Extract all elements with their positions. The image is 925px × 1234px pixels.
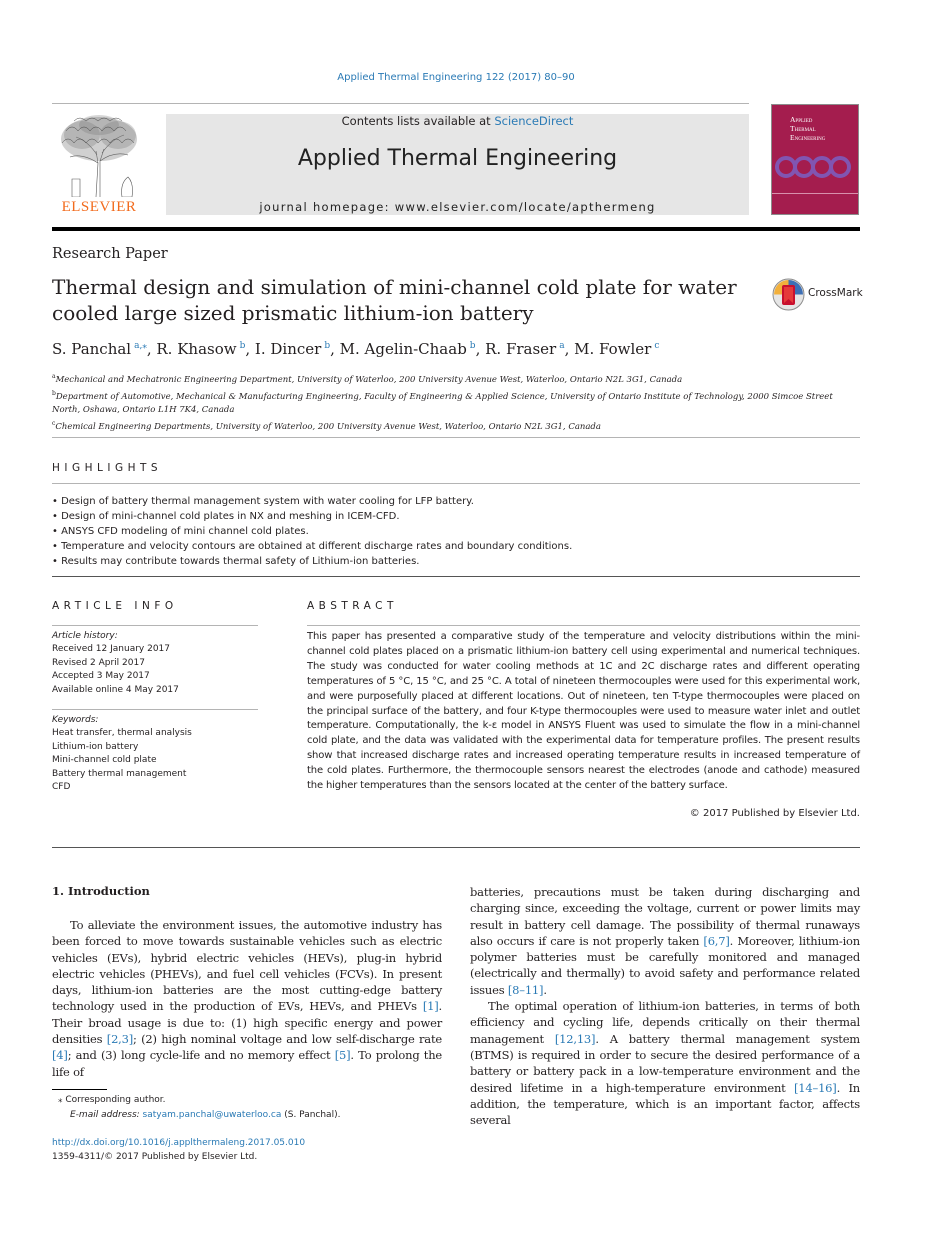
journal-homepage[interactable]: journal homepage: www.elsevier.com/locate/apthermeng: [259, 200, 656, 214]
cover-title: Applied Thermal Engineering: [790, 115, 826, 142]
author[interactable]: R. Fraser: [485, 340, 557, 358]
author[interactable]: M. Agelin-Chaab: [339, 340, 467, 358]
citation-link[interactable]: [4]: [52, 1048, 68, 1063]
crossmark-badge[interactable]: [772, 278, 862, 311]
journal-cover: [771, 104, 859, 215]
keyword: CFD: [52, 782, 71, 793]
paragraph: The optimal operation of lithium-ion batteries, in terms of both efficiency and cycling life, depends critically on their thermal management [12,13]. A battery thermal management system (BTMS) is required in order to secure the desired performance of a battery or battery pack in a low-temperature environment and the desired lifetime in a high-temperature environment [14–16]. In addition, the temperature, which is an important factor, affects several: [470, 999, 860, 1128]
author-affiliation-mark[interactable]: b: [324, 341, 331, 351]
author-list: S. Panchal $^{a,⁎}$, R. Khasow $^b$, I. Dincer $^b$, M. Agelin-Chaab $^b$, R. Fraser $^a$, M. Fowler $^c$: [52, 340, 660, 358]
highlight-item: • Design of battery thermal management system with water cooling for LFP battery.: [52, 494, 860, 509]
paragraph: batteries, precautions must be taken during discharging and charging since, exceeding the voltage, current or power limits may result in battery cell damage. The possibility of thermal runaways also occurs if care is not properly taken [6,7]. Moreover, lithium-ion polymer batteries must be carefully monitored and managed (electrically and thermally) to avoid safety and performance related issues [8–11].: [470, 885, 860, 997]
issn-line: 1359-4311/© 2017 Published by Elsevier Ltd.: [52, 1152, 258, 1162]
author-affiliation-mark[interactable]: c: [654, 341, 660, 351]
corresponding-author-note: ⁎ Corresponding author.: [58, 1095, 166, 1105]
article-title: Thermal design and simulation of mini-channel cold plate for water cooled large sized prismatic lithium-ion battery: [52, 275, 737, 325]
journal-reference[interactable]: Applied Thermal Engineering 122 (2017) 80–90: [337, 72, 575, 83]
highlight-item: • Temperature and velocity contours are obtained at different discharge rates and boundary conditions.: [52, 539, 860, 554]
highlight-item: • Design of mini-channel cold plates in NX and meshing in ICEM-CFD.: [52, 509, 860, 524]
highlights-list: [52, 494, 860, 569]
elsevier-logo: [52, 113, 146, 216]
affiliation: $^b$Department of Automotive, Mechanical & Manufacturing Engineering, Faculty of Engineering & Applied Science, University of Ontario Institute of Technology, 2000 Simcoe Street North, Oshawa, Ontario L1H 7K4, Canada: [52, 390, 833, 416]
citation-link[interactable]: [8–11]: [507, 982, 544, 997]
copyright: © 2017 Published by Elsevier Ltd.: [689, 808, 860, 819]
contents-line: [166, 114, 749, 128]
author[interactable]: I. Dincer: [254, 340, 322, 358]
body-column-left: [52, 917, 442, 1080]
author-affiliation-mark[interactable]: b: [239, 341, 246, 351]
section-heading: 1. Introduction: [52, 884, 150, 898]
cover-rings-icon: [772, 105, 859, 215]
paragraph: To alleviate the environment issues, the automotive industry has been forced to move towards sustainable vehicles such as electric vehicles (EVs), hybrid electric vehicles (HEVs), plug-in hybrid electric vehicles (PHEVs), and fuel cell vehicles (FCVs). In present days, lithium-ion batteries are the most cutting-edge battery technology used in the production of EVs, HEVs, and PHEVs [1]. Their broad usage is due to: (1) high specific energy and power densities [2,3]; (2) high nominal voltage and low self-discharge rate [4]; and (3) long cycle-life and no memory effect [5]. To prolong the life of: [52, 918, 443, 1079]
elsevier-tree-icon: [52, 113, 146, 197]
abstract-heading: ABSTRACT: [307, 600, 398, 612]
journal-banner: [166, 114, 749, 215]
author-affiliation-mark[interactable]: a,⁎: [134, 341, 147, 351]
divider: [52, 437, 860, 438]
affiliation: $^a$Mechanical and Mechatronic Engineering Department, University of Waterloo, 200 University Avenue West, Waterloo, Ontario N2L 3G1, Canada: [52, 373, 683, 385]
top-divider: [52, 103, 749, 104]
divider: [52, 576, 860, 577]
divider: [52, 625, 258, 626]
body-column-right: [470, 884, 860, 1128]
crossmark-icon: [772, 278, 805, 311]
divider: [52, 483, 860, 484]
article-info-heading: ARTICLE INFO: [52, 600, 178, 612]
history-label: Article history:: [52, 631, 118, 641]
abstract-text: This paper has presented a comparative study of the temperature and velocity distributions within the mini-channel cold plates placed on a prismatic lithium-ion battery cell using experimental and numerical techniques. The study was conducted for water cooling methods at 1C and 2C discharge rates and different operating temperatures of 5 °C, 15 °C, and 25 °C. A total of nineteen thermocouples were used for this experimental work, and were purposefully placed at different locations. Out of nineteen, ten T-type thermocouples were placed on the principal surface of the battery, and four K-type thermocouples were used to measure water inlet and outlet temperature. Computationally, the k-ε model in ANSYS Fluent was used to simulate the flow in a mini-channel cold plate, and the data was validated with the experimental data for temperature profiles. The present results show that increased discharge rates and increased operating temperature results in increased temperature of the cold plates. Furthermore, the thermocouple sensors nearest the electrodes (anode and cathode) measured the higher temperatures than the sensors located at the center of the battery surface.: [307, 631, 860, 792]
journal-title: Applied Thermal Engineering: [297, 146, 618, 171]
divider: [52, 709, 258, 710]
header-rule: [52, 227, 860, 231]
footer: [52, 1136, 305, 1164]
author[interactable]: M. Fowler: [574, 340, 652, 358]
article-history: [52, 630, 258, 697]
author[interactable]: R. Khasow: [156, 340, 237, 358]
author-affiliation-mark[interactable]: b: [469, 341, 476, 351]
highlight-item: • ANSYS CFD modeling of mini channel cold plates.: [52, 524, 860, 539]
citation-link[interactable]: [6,7]: [703, 933, 730, 948]
keyword: Lithium-ion battery: [52, 741, 139, 752]
citation-link[interactable]: [2,3]: [106, 1032, 134, 1047]
highlight-item: • Results may contribute towards thermal safety of Lithium-ion batteries.: [52, 554, 860, 569]
author-affiliation-mark[interactable]: a: [559, 341, 565, 351]
contents-prefix: Contents lists available at: [341, 114, 495, 128]
divider: [307, 625, 860, 626]
email-line: E-mail address: satyam.panchal@uwaterloo.ca (S. Panchal).: [70, 1109, 341, 1120]
sciencedirect-link[interactable]: ScienceDirect: [494, 114, 574, 128]
keywords-label: Keywords:: [52, 715, 99, 725]
author[interactable]: S. Panchal: [52, 340, 132, 358]
citation-link[interactable]: [12,13]: [554, 1031, 596, 1046]
footnote: [52, 1093, 340, 1122]
citation-link[interactable]: [5]: [334, 1048, 351, 1063]
keyword: Battery thermal management: [52, 768, 187, 779]
history-item: Available online 4 May 2017: [52, 684, 179, 695]
keyword: Mini-channel cold plate: [52, 755, 157, 766]
citation-link[interactable]: [14–16]: [794, 1080, 837, 1095]
history-item: Received 12 January 2017: [52, 644, 171, 655]
keyword: Heat transfer, thermal analysis: [52, 728, 192, 739]
article-type: Research Paper: [52, 246, 168, 262]
affiliation: $^c$Chemical Engineering Departments, University of Waterloo, 200 University Avenue West, Waterloo, Ontario N2L 3G1, Canada: [52, 420, 601, 433]
history-item: Accepted 3 May 2017: [52, 671, 150, 682]
affiliations: [52, 370, 860, 434]
footnote-rule: [52, 1089, 107, 1090]
citation-link[interactable]: [1]: [422, 999, 439, 1014]
doi-link[interactable]: http://dx.doi.org/10.1016/j.applthermaleng.2017.05.010: [52, 1138, 306, 1148]
keywords: [52, 714, 258, 794]
crossmark-label: CrossMark: [808, 287, 863, 299]
history-item: Revised 2 April 2017: [52, 657, 145, 668]
highlights-heading: HIGHLIGHTS: [52, 462, 163, 474]
email-link[interactable]: satyam.panchal@uwaterloo.ca: [142, 1109, 282, 1120]
divider: [52, 847, 860, 848]
elsevier-wordmark: ELSEVIER: [61, 199, 137, 215]
